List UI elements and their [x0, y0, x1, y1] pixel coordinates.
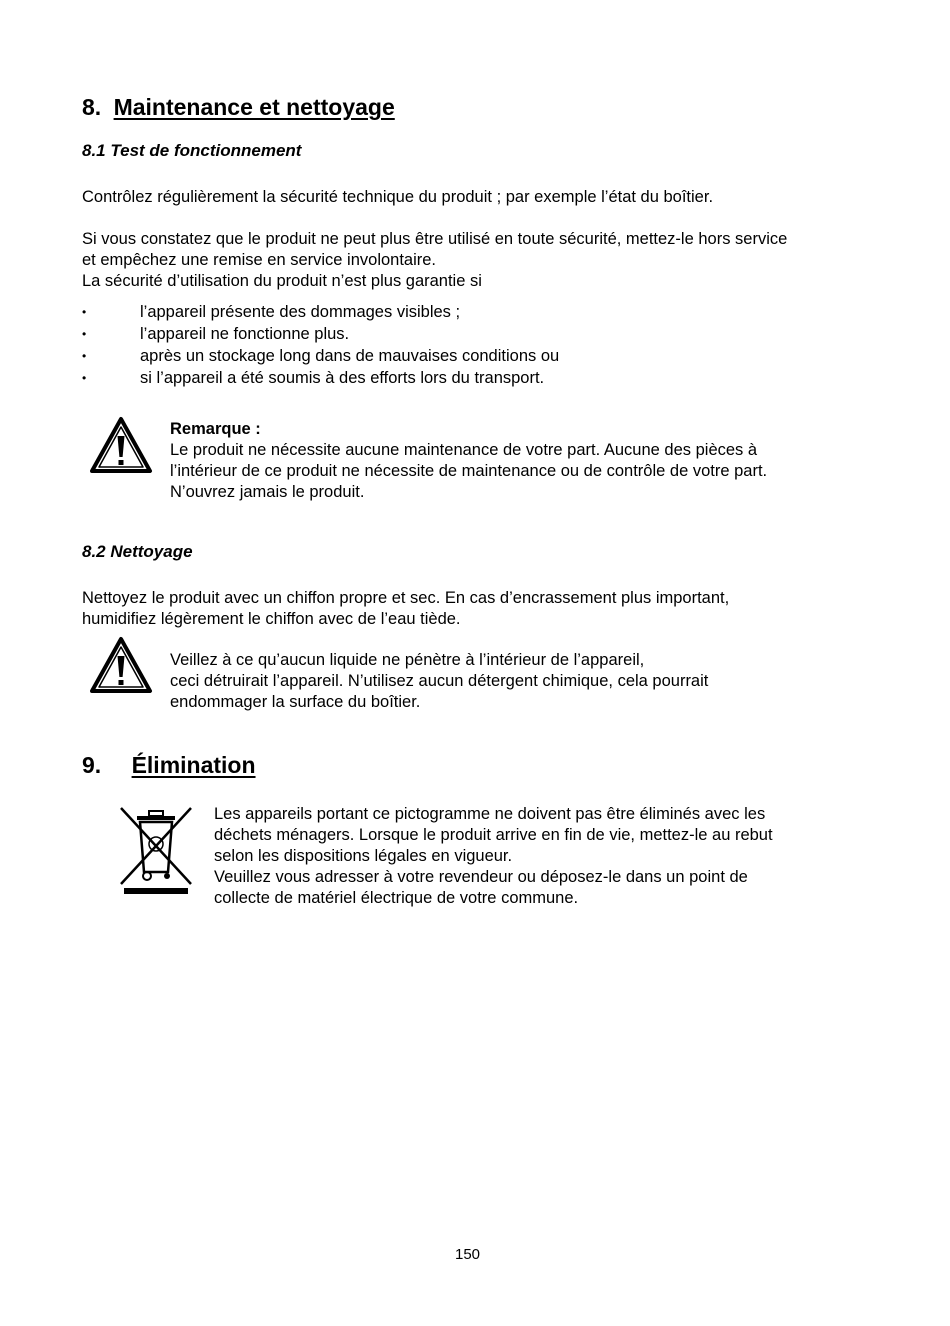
text-line: et empêchez une remise en service involontaire.: [82, 251, 437, 269]
section-9-number: 9.: [82, 752, 102, 778]
paragraph-technical-safety: Contrôlez régulièrement la sécurité technique du produit ; par exemple l’état du boîtier.: [82, 188, 714, 206]
list-item: [82, 367, 782, 389]
text-line: endommager la surface du boîtier.: [170, 693, 421, 711]
warning-icon: [89, 416, 153, 474]
section-8-number: 8.: [82, 94, 102, 120]
list-item-text: après un stockage long dans de mauvaises conditions ou: [140, 347, 560, 365]
text-line: humidifiez légèrement le chiffon avec de l’eau tiède.: [82, 610, 461, 628]
text-line: Si vous constatez que le produit ne peut plus être utilisé en toute sécurité, mettez-le hors service: [82, 230, 788, 248]
maintenance-note: [170, 419, 767, 503]
paragraph-safe-use: [82, 229, 787, 292]
page-number: 150: [455, 1246, 481, 1263]
text-line: ceci détruirait l’appareil. N’utilisez aucun détergent chimique, cela pourrait: [170, 672, 709, 690]
list-item-text: l’appareil présente des dommages visibles ;: [140, 303, 461, 321]
warning-icon: [89, 636, 153, 694]
section-9-title: Élimination: [131, 752, 256, 778]
subsection-8-2-title: 8.2 Nettoyage: [82, 542, 193, 561]
paragraph-cleaning: [82, 588, 729, 630]
text-line: Le produit ne nécessite aucune maintenance de votre part. Aucune des pièces à: [170, 441, 758, 459]
bullet-icon: •: [82, 371, 87, 385]
crossed-out-wheelie-bin-icon: [117, 804, 195, 896]
disposal-text: [214, 804, 773, 909]
list-item: [82, 345, 782, 367]
text-line: l’intérieur de ce produit ne nécessite de maintenance ou de contrôle de votre part.: [170, 462, 768, 480]
list-item: [82, 323, 782, 345]
text-line: selon les dispositions légales en vigueur.: [214, 847, 513, 865]
bullet-list: [82, 301, 782, 389]
note-title: Remarque :: [170, 420, 261, 438]
text-line: Les appareils portant ce pictogramme ne doivent pas être éliminés avec les: [214, 805, 766, 823]
text-line: N’ouvrez jamais le produit.: [170, 483, 365, 501]
bullet-icon: •: [82, 305, 87, 319]
text-line: Nettoyez le produit avec un chiffon propre et sec. En cas d’encrassement plus important,: [82, 589, 730, 607]
section-8-heading: [82, 94, 395, 121]
text-line: La sécurité d’utilisation du produit n’est plus garantie si: [82, 272, 482, 290]
list-item: [82, 301, 782, 323]
text-line: déchets ménagers. Lorsque le produit arrive en fin de vie, mettez-le au rebut: [214, 826, 773, 844]
text-line: collecte de matériel électrique de votre commune.: [214, 889, 579, 907]
section-8-title: Maintenance et nettoyage: [113, 94, 395, 120]
list-item-text: si l’appareil a été soumis à des efforts lors du transport.: [140, 369, 545, 387]
text-line: Veuillez vous adresser à votre revendeur ou déposez-le dans un point de: [214, 868, 748, 886]
bullet-icon: •: [82, 327, 87, 341]
section-9-heading: [82, 752, 256, 779]
text-line: Veillez à ce qu’aucun liquide ne pénètre à l’intérieur de l’appareil,: [170, 651, 645, 669]
bullet-icon: •: [82, 349, 87, 363]
cleaning-warning: [170, 650, 708, 713]
list-item-text: l’appareil ne fonctionne plus.: [140, 325, 350, 343]
subsection-8-1-title: 8.1 Test de fonctionnement: [82, 141, 302, 160]
